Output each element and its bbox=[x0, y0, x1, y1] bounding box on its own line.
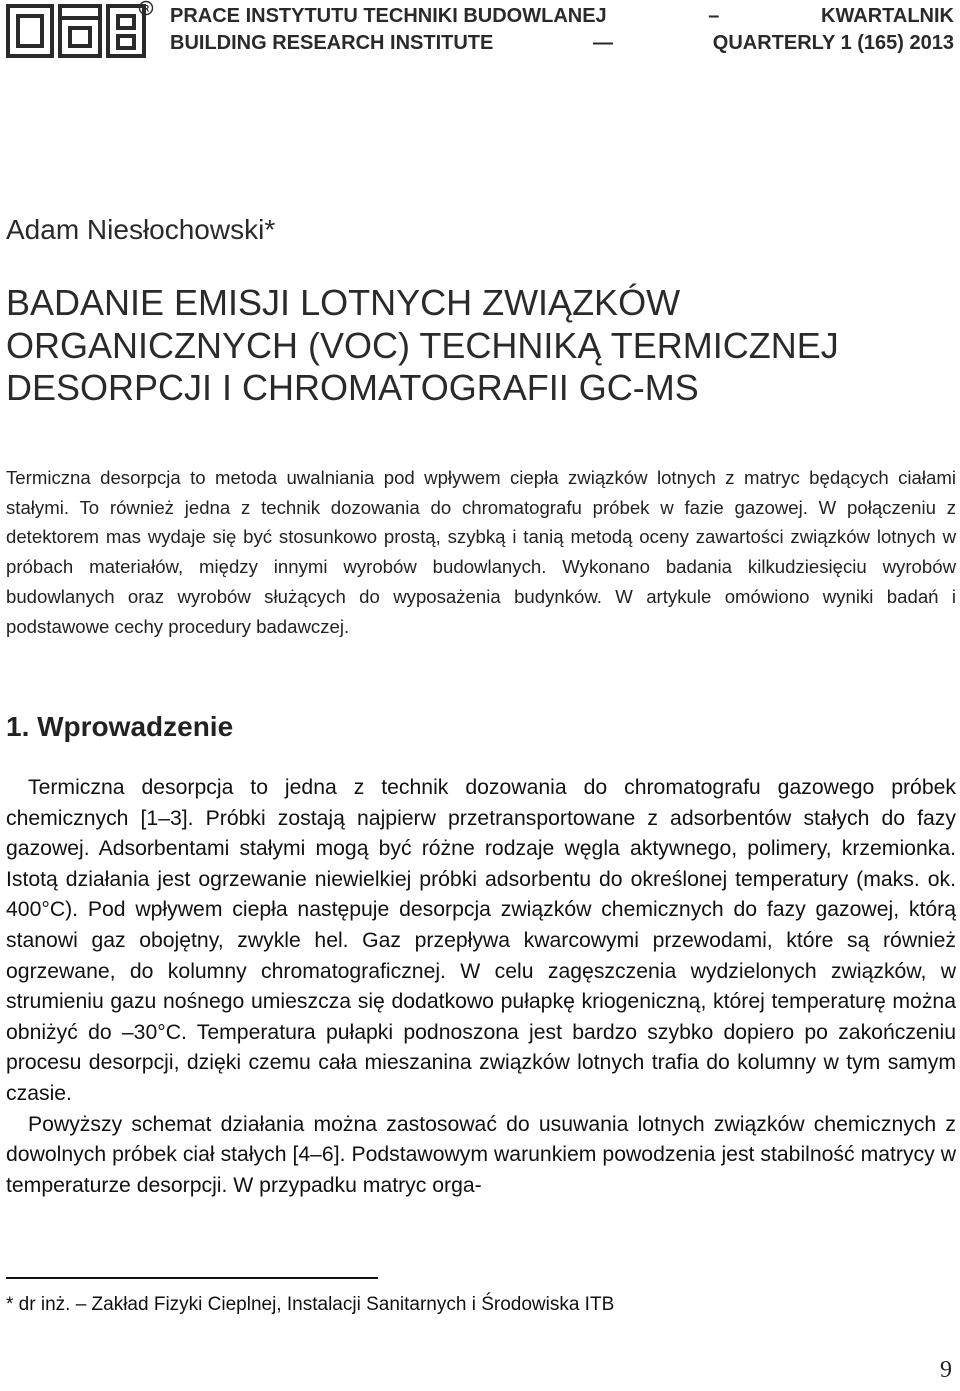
article-title bbox=[6, 282, 956, 410]
paragraph: Termiczna desorpcja to jedna z technik dozowania do chromatografu gazowego próbek chemicznych [1–3]. Próbki zostają najpierw przetransportowane z adsorbentów stałych do fazy gazowej. Adsorbentami stałymi mogą być różne rodzaje węgla aktywnego, polimery, krzemionka. Istotą działania jest ogrzewanie niewielkiej próbki adsorbentu do określonej temperatury (maks. ok. 400°C). Pod wpływem ciepła następuje desorpcja związków chemicznych do fazy gazowej, którą stanowi gaz obojętny, zwykle hel. Gaz przepływa kwarcowymi przewodami, które są również ogrzewane, do kolumny chromatograficznej. W celu zagęszczenia wydzielonych związków, w strumieniu gazu nośnego umieszcza się dodatkowo pułapkę kriogeniczną, której temperaturę można obniżyć do –30°C. Temperatura pułapki podnoszona jest bardzo szybko dopiero po zakończeniu procesu desorpcji, dzięki czemu cała mieszanina związków lotnych trafia do kolumny w tym samym czasie. bbox=[6, 776, 956, 1105]
header-dash: – bbox=[708, 5, 720, 27]
title-line: BADANIE EMISJI LOTNYCH ZWIĄZKÓW bbox=[6, 282, 681, 323]
issue-info: QUARTERLY 1 (165) 2013 bbox=[712, 32, 954, 54]
author-name: Adam Niesłochowski* bbox=[6, 214, 276, 245]
journal-header bbox=[0, 0, 960, 64]
registered-mark-icon bbox=[138, 0, 154, 16]
footnote-divider bbox=[6, 1277, 378, 1279]
header-dash: — bbox=[593, 32, 614, 54]
title-line: ORGANICZNYCH (VOC) TECHNIKĄ TERMICZNEJ bbox=[6, 324, 839, 366]
section-heading: 1. Wprowadzenie bbox=[6, 711, 234, 742]
journal-name-pl: PRACE INSTYTUTU TECHNIKI BUDOWLANEJ bbox=[170, 5, 607, 27]
abstract: Termiczna desorpcja to metoda uwalniania pod wpływem ciepła związków lotnych z matryc będących ciałami stałymi. To również jedna z technik dozowania do chromatografu próbek w fazie gazowej. W połączeniu z detektorem mas wydaje się być stosunkowo prostą, szybką i tanią metodą oceny zawartości związków lotnych w próbach materiałów, między innymi wyrobów budowlanych. Wykonano badania kilkudziesięciu wyrobów budowlanych oraz wyrobów służących do wyposażenia budynków. W artykule omówiono wyniki badań i podstawowe cechy procedury badawczej. bbox=[6, 467, 956, 637]
header-line-2 bbox=[170, 31, 954, 55]
journal-type-pl: KWARTALNIK bbox=[821, 5, 954, 27]
body-text bbox=[6, 773, 956, 1201]
footnote: * dr inż. – Zakład Fizyki Cieplnej, Instalacji Sanitarnych i Środowiska ITB bbox=[6, 1294, 615, 1315]
paragraph: Powyższy schemat działania można zastosować do usuwania lotnych związków chemicznych z dowolnych próbek ciał stałych [4–6]. Podstawowym warunkiem powodzenia jest stabilność matrycy w temperaturze desorpcji. W przypadku matryc orga- bbox=[6, 1112, 956, 1197]
page-number: 9 bbox=[940, 1357, 952, 1383]
journal-name-en: BUILDING RESEARCH INSTITUTE bbox=[170, 32, 494, 54]
title-line: DESORPCJI I CHROMATOGRAFII GC-MS bbox=[6, 367, 699, 408]
header-line-1 bbox=[170, 4, 954, 28]
itb-logo-icon bbox=[6, 4, 156, 58]
svg-text:R: R bbox=[142, 3, 150, 14]
